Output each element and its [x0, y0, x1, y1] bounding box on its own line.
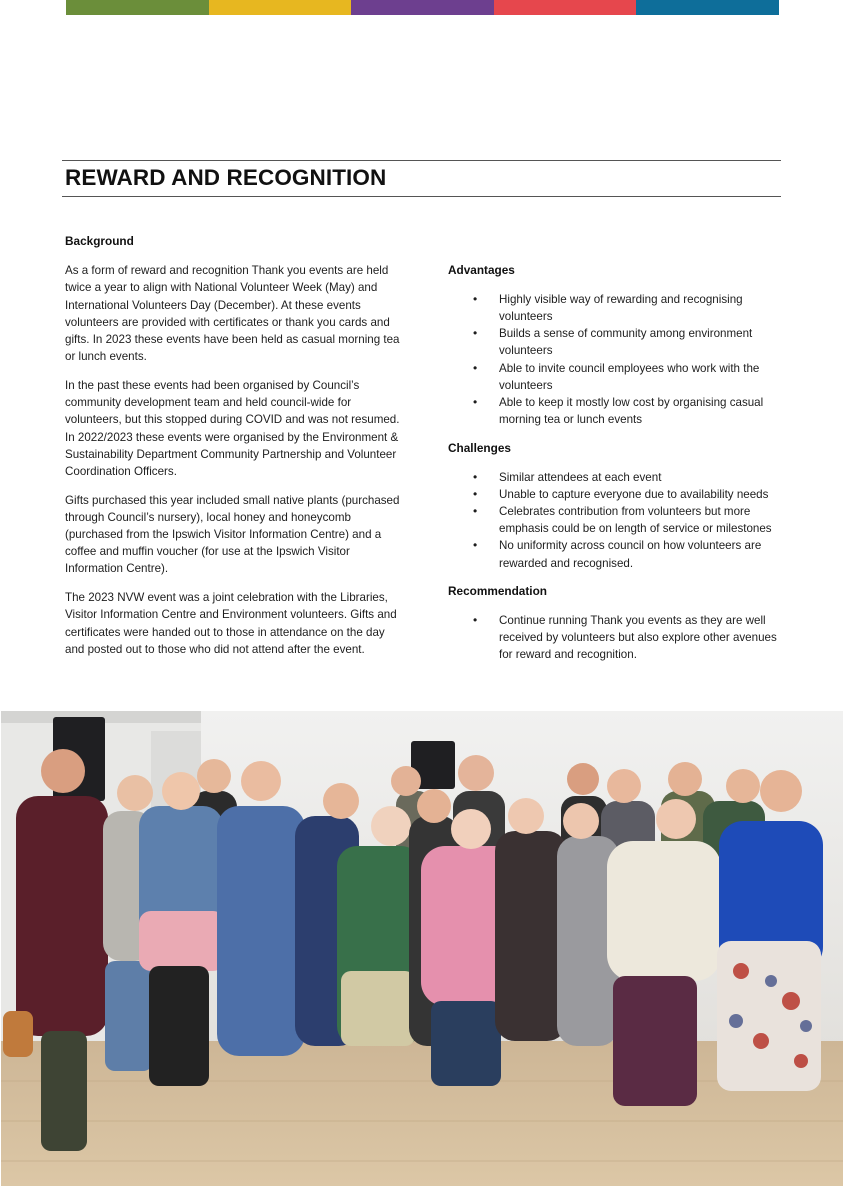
- challenges-heading: Challenges: [448, 440, 511, 455]
- list-item: • No uniformity across council on how volunteers are rewarded and recognised.: [448, 537, 783, 571]
- list-item: • Continue running Thank you events as they are well received by volunteers but also explore other avenues for reward and recognition.: [448, 612, 783, 664]
- background-heading: Background: [65, 234, 134, 248]
- color-bar-segment: [351, 0, 494, 15]
- background-paragraph: As a form of reward and recognition Thank you events are held twice a year to align with National Volunteer Week (May) and International Volunteers Day (December). At these events volunteers are provided with certificates or thank you cards and gifts. In 2023 these events have been held as casual morning tea or lunch events.: [65, 264, 400, 364]
- challenges-list: [448, 469, 783, 572]
- list-item: • Able to invite council employees who work with the volunteers: [448, 360, 783, 394]
- header-color-bar: [66, 0, 779, 15]
- background-paragraph: Gifts purchased this year included small native plants (purchased through Council’s nursery), local honey and honeycomb (purchased from the Ipswich Visitor Information Centre) and a coffee and muffin voucher (for use at the Ipswich Visitor Information Centre).: [65, 493, 400, 576]
- list-item: • Similar attendees at each event: [448, 469, 783, 486]
- advantages-heading: Advantages: [448, 263, 515, 277]
- list-item: • Highly visible way of rewarding and recognising volunteers: [448, 291, 783, 325]
- color-bar-segment: [494, 0, 637, 15]
- page-title: REWARD AND RECOGNITION: [65, 165, 387, 190]
- group-photo: [1, 711, 843, 1186]
- list-item: • Celebrates contribution from volunteers but more emphasis could be on length of service or milestones: [448, 503, 783, 537]
- background-paragraph: The 2023 NVW event was a joint celebration with the Libraries, Visitor Information Centre and Environment volunteers. Gifts and certificates were handed out to those in attendance on the day and posted out to those who did not attend after the event.: [65, 591, 397, 656]
- recommendation-list: [448, 612, 783, 664]
- list-item: • Builds a sense of community among environment volunteers: [448, 325, 783, 359]
- title-bottom-rule: [62, 196, 781, 197]
- left-column: [65, 233, 405, 669]
- title-top-rule: [62, 160, 781, 161]
- group-photo-illustration: [1, 711, 843, 1186]
- right-column: [448, 262, 783, 675]
- recommendation-heading: Recommendation: [448, 584, 547, 599]
- color-bar-segment: [209, 0, 352, 15]
- color-bar-segment: [636, 0, 779, 15]
- color-bar-segment: [66, 0, 209, 15]
- list-item: • Able to keep it mostly low cost by organising casual morning tea or lunch events: [448, 394, 783, 428]
- list-item: • Unable to capture everyone due to availability needs: [448, 486, 783, 503]
- background-paragraph: In the past these events had been organised by Council’s community development team and held council-wide for volunteers, but this stopped during COVID and was not resumed. In 2022/2023 these events were organised by the Environment & Sustainability Department Community Partnership and Volunteer Coordination Officers.: [65, 378, 400, 478]
- advantages-list: [448, 291, 783, 429]
